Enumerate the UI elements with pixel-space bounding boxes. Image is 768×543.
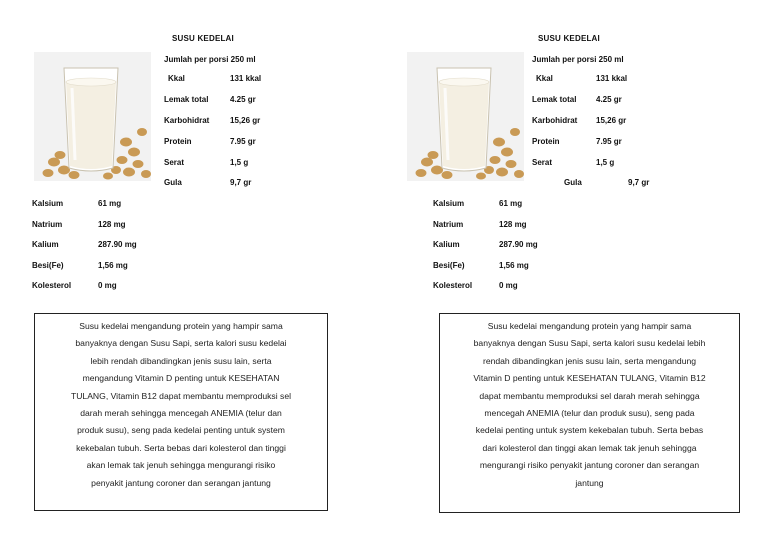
nutrient-row-kalium: [32, 240, 172, 254]
nutrient-row-gula: [164, 178, 284, 192]
nutrient-row-lemak-total: [532, 95, 662, 109]
nutrient-value: 131 kkal: [596, 74, 628, 83]
nutrient-value: 4.25 gr: [230, 95, 256, 104]
nutrient-row-karbohidrat: [532, 116, 662, 130]
description-line: mencegah ANEMIA (telur dan produk susu), seng pada: [484, 408, 695, 419]
nutrient-row-serat: [164, 158, 284, 172]
description-line: dapat membantu memproduksi sel darah merah sehingga: [479, 390, 700, 401]
nutrient-value: 4.25 gr: [596, 95, 622, 104]
description-line: banyaknya dengan Susu Sapi, serta kalori susu kedelai lebih: [473, 338, 706, 349]
nutrient-value: 61 mg: [499, 199, 523, 208]
nutrient-row-kkal: [164, 74, 284, 88]
nutrient-row-karbohidrat: [164, 116, 284, 130]
nutrient-row-kalsium: [32, 199, 172, 213]
nutrient-value: 15,26 gr: [230, 116, 261, 125]
serving-size: Jumlah per porsi 250 ml: [164, 55, 256, 64]
nutrient-label: Natrium: [32, 220, 63, 229]
nutrient-row-gula: [532, 178, 662, 192]
card-title: SUSU KEDELAI: [172, 34, 234, 43]
nutrient-label: Kolesterol: [433, 281, 473, 290]
nutrient-row-kolesterol: [32, 281, 172, 295]
nutrient-value: 1,5 g: [596, 158, 615, 167]
nutrient-label: Natrium: [433, 220, 464, 229]
nutrient-label: Kkal: [168, 74, 185, 83]
nutrient-value: 0 mg: [499, 281, 518, 290]
nutrient-value: 61 mg: [98, 199, 122, 208]
soy-milk-glass-image: [34, 52, 151, 181]
description-box: [439, 313, 740, 513]
description-line: Vitamin D penting untuk KESEHATAN TULANG, Vitamin B12: [473, 373, 706, 384]
nutrient-label: Gula: [564, 178, 582, 187]
soy-milk-photo: [407, 52, 524, 181]
nutrient-label: Kalium: [32, 240, 59, 249]
nutrient-label: Kalium: [433, 240, 460, 249]
nutrient-label: Lemak total: [164, 95, 209, 104]
serving-size: Jumlah per porsi 250 ml: [532, 55, 624, 64]
nutrient-value: 128 mg: [98, 220, 126, 229]
nutrient-row-kolesterol: [433, 281, 573, 295]
description-box: [34, 313, 328, 511]
nutrient-value: 287.90 mg: [499, 240, 538, 249]
description-line: lebih rendah dibandingkan jenis susu lain, serta: [90, 355, 272, 366]
nutrient-row-protein: [532, 137, 662, 151]
nutrient-value: 15,26 gr: [596, 116, 627, 125]
nutrient-value: 7.95 gr: [230, 137, 256, 146]
nutrient-value: 1,56 mg: [499, 261, 529, 270]
nutrient-row-protein: [164, 137, 284, 151]
nutrient-label: Karbohidrat: [532, 116, 578, 125]
nutrient-label: Besi(Fe): [433, 261, 465, 270]
nutrient-row-serat: [532, 158, 662, 172]
nutrient-value: 9,7 gr: [230, 178, 252, 187]
nutrient-label: Kalsium: [433, 199, 465, 208]
description-line: TULANG, Vitamin B12 dapat membantu memproduksi sel: [70, 390, 292, 401]
nutrient-row-natrium: [32, 220, 172, 234]
description-line: Susu kedelai mengandung protein yang hampir sama: [79, 321, 283, 331]
nutrient-value: 287.90 mg: [98, 240, 137, 249]
description-line: banyaknya dengan Susu Sapi, serta kalori susu kedelai: [75, 338, 287, 349]
nutrient-row-besi: [32, 261, 172, 275]
nutrient-label: Kkal: [536, 74, 553, 83]
description-line: kedelai penting untuk system kekebalan tubuh. Serta bebas: [475, 425, 704, 436]
nutrient-label: Kolesterol: [32, 281, 72, 290]
description-line: rendah dibandingkan jenis susu lain, serta mengandung: [482, 355, 697, 366]
nutrient-row-natrium: [433, 220, 573, 234]
nutrient-label: Gula: [164, 178, 182, 187]
nutrient-value: 128 mg: [499, 220, 527, 229]
nutrient-value: 7.95 gr: [596, 137, 622, 146]
nutrient-value: 0 mg: [98, 281, 117, 290]
nutrient-label: Protein: [164, 137, 192, 146]
description-line: kekebalan tubuh. Serta bebas dari kolesterol dan tinggi: [76, 442, 286, 453]
card-title: SUSU KEDELAI: [538, 34, 600, 43]
description-line: jantung: [575, 477, 604, 488]
nutrient-row-lemak-total: [164, 95, 284, 109]
nutrient-label: Karbohidrat: [164, 116, 210, 125]
nutrient-label: Kalsium: [32, 199, 64, 208]
description-line: produk susu), seng pada kedelai penting untuk system: [77, 425, 285, 436]
nutrient-row-kalsium: [433, 199, 573, 213]
nutrient-value: 131 kkal: [230, 74, 262, 83]
nutrient-value: 1,5 g: [230, 158, 249, 167]
description-line: mengurangi risiko penyakit jantung coroner dan serangan: [479, 460, 700, 471]
nutrient-label: Besi(Fe): [32, 261, 64, 270]
nutrient-value: 9,7 gr: [628, 178, 650, 187]
nutrition-card-right: [384, 0, 768, 543]
soy-milk-photo: [34, 52, 151, 181]
description-line: dari kolesterol dan tinggi akan lemak tak jenuh sehingga: [482, 442, 697, 453]
description-line: mengandung Vitamin D penting untuk KESEHATAN: [82, 373, 280, 384]
soy-milk-glass-image: [407, 52, 524, 181]
nutrient-value: 1,56 mg: [98, 261, 128, 270]
description-line: penyakit jantung coroner dan serangan jantung: [91, 477, 271, 488]
description-line: Susu kedelai mengandung protein yang hampir sama: [487, 321, 692, 331]
nutrient-label: Serat: [532, 158, 553, 167]
nutrient-label: Serat: [164, 158, 185, 167]
description-line: darah merah sehingga mencegah ANEMIA (telur dan: [80, 408, 282, 419]
nutrient-row-kalium: [433, 240, 573, 254]
nutrient-row-besi: [433, 261, 573, 275]
nutrient-row-kkal: [532, 74, 662, 88]
nutrient-label: Lemak total: [532, 95, 577, 104]
description-line: akan lemak tak jenuh sehingga mengurangi risiko: [86, 460, 276, 471]
nutrient-label: Protein: [532, 137, 560, 146]
